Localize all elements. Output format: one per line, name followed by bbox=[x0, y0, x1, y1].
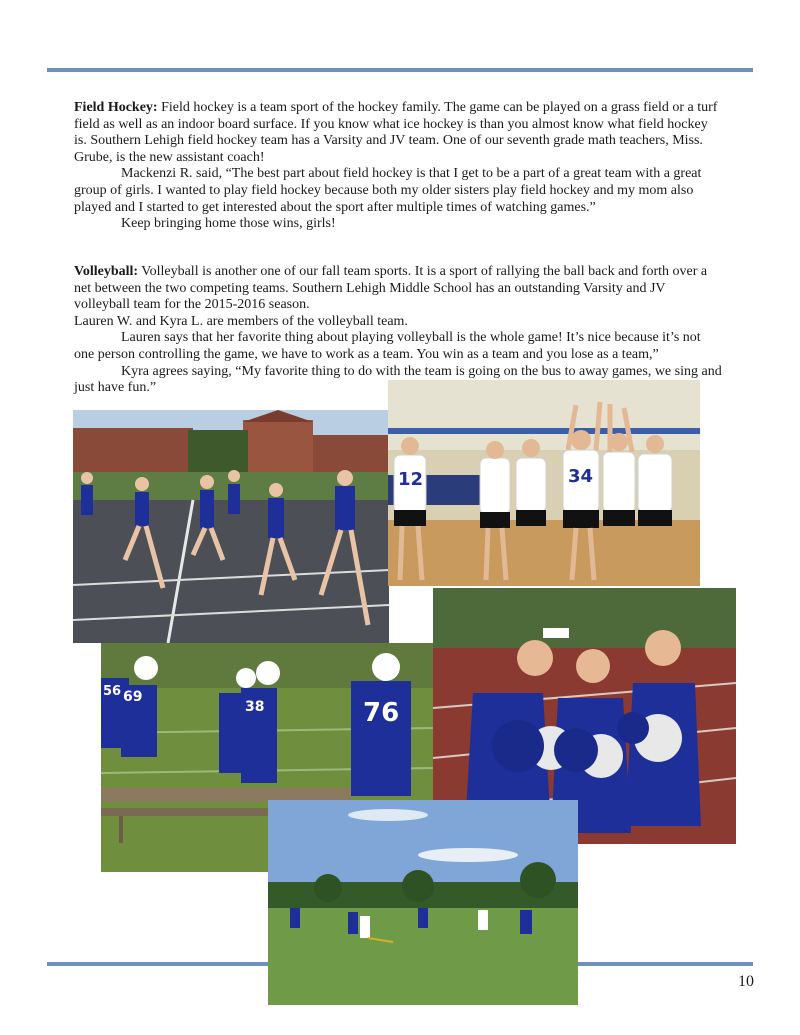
football-jersey-76: 76 bbox=[363, 698, 400, 728]
field-hockey-photo bbox=[268, 800, 578, 1005]
volleyball-intro: Volleyball: Volleyball is another one of our fall team sports. It is a sport of rallying the ball back and forth over a net between the two competing teams. Southern Lehigh Middle School has an outstanding Varsity and JV volleyball team for the 2015-2016 season. bbox=[74, 264, 708, 313]
volleyball-members: Lauren W. and Kyra L. are members of the volleyball team. bbox=[74, 313, 408, 329]
page-number: 10 bbox=[738, 973, 754, 990]
volleyball-team-photo bbox=[388, 380, 700, 586]
field-hockey-article bbox=[74, 100, 724, 233]
football-jersey-56: 56 bbox=[103, 684, 122, 699]
field-hockey-intro: Field Hockey: Field hockey is a team sport of the hockey family. The game can be played on a grass field or a turf field as well as an indoor board surface. If you know what ice hockey is than you almost know what field hockey is. Southern Lehigh field hockey team has a Varsity and JV team. One of our seventh grade math teachers, Miss. Grube, is the new assistant coach! bbox=[74, 100, 718, 165]
volleyball-article bbox=[74, 264, 724, 397]
field-hockey-quote: Mackenzi R. said, “The best part about field hockey is that I get to be a part of a great team with a great group of girls. I wanted to play field hockey because both my older sisters play field hockey and my mom also played and I started to get interested about the sport after multiple times of watching games.” bbox=[74, 166, 702, 215]
cross-country-photo bbox=[73, 410, 389, 643]
top-divider bbox=[47, 68, 753, 72]
field-hockey-closing: Keep bringing home those wins, girls! bbox=[121, 216, 336, 232]
football-jersey-38: 38 bbox=[245, 699, 265, 715]
field-hockey-heading: Field Hockey: bbox=[74, 100, 158, 115]
football-jersey-69: 69 bbox=[123, 689, 143, 705]
volleyball-heading: Volleyball: bbox=[74, 264, 139, 279]
lauren-quote: Lauren says that her favorite thing about playing volleyball is the whole game! It’s nice because it’s not one person controlling the game, we have to work as a team. You win as a team and you lose as a team,” bbox=[74, 330, 701, 362]
volleyball-jersey-12: 12 bbox=[398, 469, 424, 490]
kyra-quote: Kyra agrees saying, “My favorite thing to do with the team is going on the bus to away games, we sing and just have fun.” bbox=[74, 363, 722, 396]
volleyball-jersey-34: 34 bbox=[568, 466, 594, 487]
